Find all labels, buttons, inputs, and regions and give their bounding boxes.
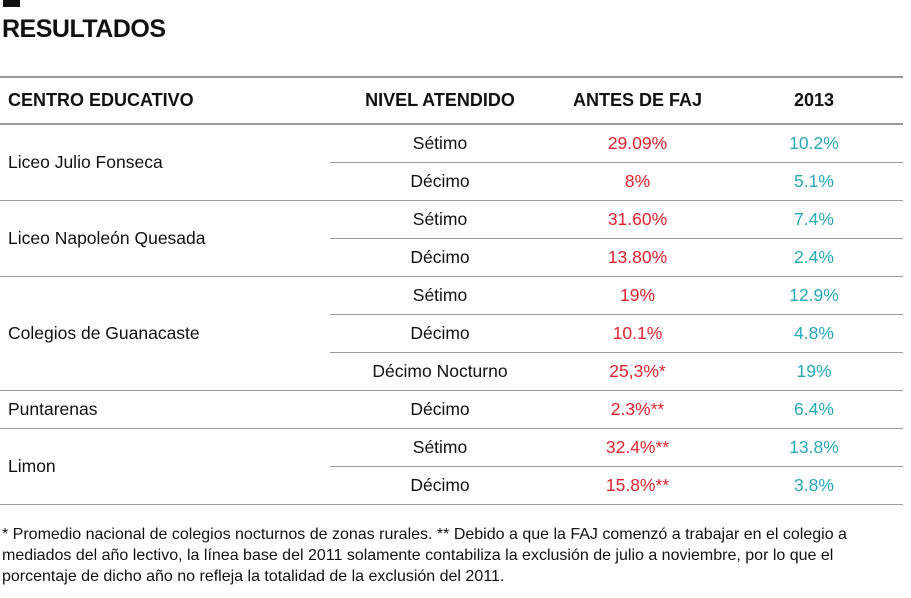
cell-antes-de-faj: 13.80% — [550, 239, 725, 277]
header-2013: 2013 — [725, 77, 903, 124]
cell-nivel-atendido: Décimo — [330, 315, 550, 353]
header-antes-de-faj: ANTES DE FAJ — [550, 77, 725, 124]
table-header-row — [0, 77, 903, 124]
cell-2013: 10.2% — [725, 124, 903, 163]
cell-centro-educativo: Puntarenas — [0, 391, 330, 429]
cell-centro-educativo: Liceo Napoleón Quesada — [0, 201, 330, 277]
cell-2013: 19% — [725, 353, 903, 391]
header-centro-educativo: CENTRO EDUCATIVO — [0, 77, 330, 124]
footnote: * Promedio nacional de colegios nocturnos de zonas rurales. ** Debido a que la FAJ comenzó a trabajar en el colegio a mediados del año lectivo, la línea base del 2011 solamente contabiliza la exclusión de julio a noviembre, por lo que el porcentaje de dicho año no refleja la totalidad de la exclusión del 2011. — [2, 526, 847, 585]
cell-2013: 6.4% — [725, 391, 903, 429]
results-table — [0, 76, 903, 505]
cell-antes-de-faj: 8% — [550, 163, 725, 201]
cell-2013: 4.8% — [725, 315, 903, 353]
cell-nivel-atendido: Décimo — [330, 239, 550, 277]
table-row — [0, 391, 903, 429]
cell-nivel-atendido: Décimo Nocturno — [330, 353, 550, 391]
cell-nivel-atendido: Décimo — [330, 467, 550, 505]
cell-antes-de-faj: 2.3%** — [550, 391, 725, 429]
cell-centro-educativo: Liceo Julio Fonseca — [0, 124, 330, 201]
cell-2013: 7.4% — [725, 201, 903, 239]
cell-antes-de-faj: 15.8%** — [550, 467, 725, 505]
cell-antes-de-faj: 29.09% — [550, 124, 725, 163]
cell-nivel-atendido: Décimo — [330, 391, 550, 429]
table-row — [0, 201, 903, 239]
table-body — [0, 124, 903, 505]
cell-nivel-atendido: Décimo — [330, 163, 550, 201]
cell-2013: 13.8% — [725, 429, 903, 467]
table-row — [0, 277, 903, 315]
heading-accent-bar — [3, 0, 20, 7]
cell-antes-de-faj: 19% — [550, 277, 725, 315]
cell-nivel-atendido: Sétimo — [330, 124, 550, 163]
cell-2013: 2.4% — [725, 239, 903, 277]
cell-antes-de-faj: 32.4%** — [550, 429, 725, 467]
cell-centro-educativo: Limon — [0, 429, 330, 505]
table-row — [0, 429, 903, 467]
header-nivel-atendido: NIVEL ATENDIDO — [330, 77, 550, 124]
cell-antes-de-faj: 25,3%* — [550, 353, 725, 391]
cell-centro-educativo: Colegios de Guanacaste — [0, 277, 330, 391]
page-title: RESULTADOS — [2, 15, 166, 43]
cell-nivel-atendido: Sétimo — [330, 429, 550, 467]
cell-antes-de-faj: 10.1% — [550, 315, 725, 353]
cell-2013: 3.8% — [725, 467, 903, 505]
cell-nivel-atendido: Sétimo — [330, 201, 550, 239]
cell-2013: 5.1% — [725, 163, 903, 201]
cell-2013: 12.9% — [725, 277, 903, 315]
cell-antes-de-faj: 31.60% — [550, 201, 725, 239]
cell-nivel-atendido: Sétimo — [330, 277, 550, 315]
table-row — [0, 124, 903, 163]
